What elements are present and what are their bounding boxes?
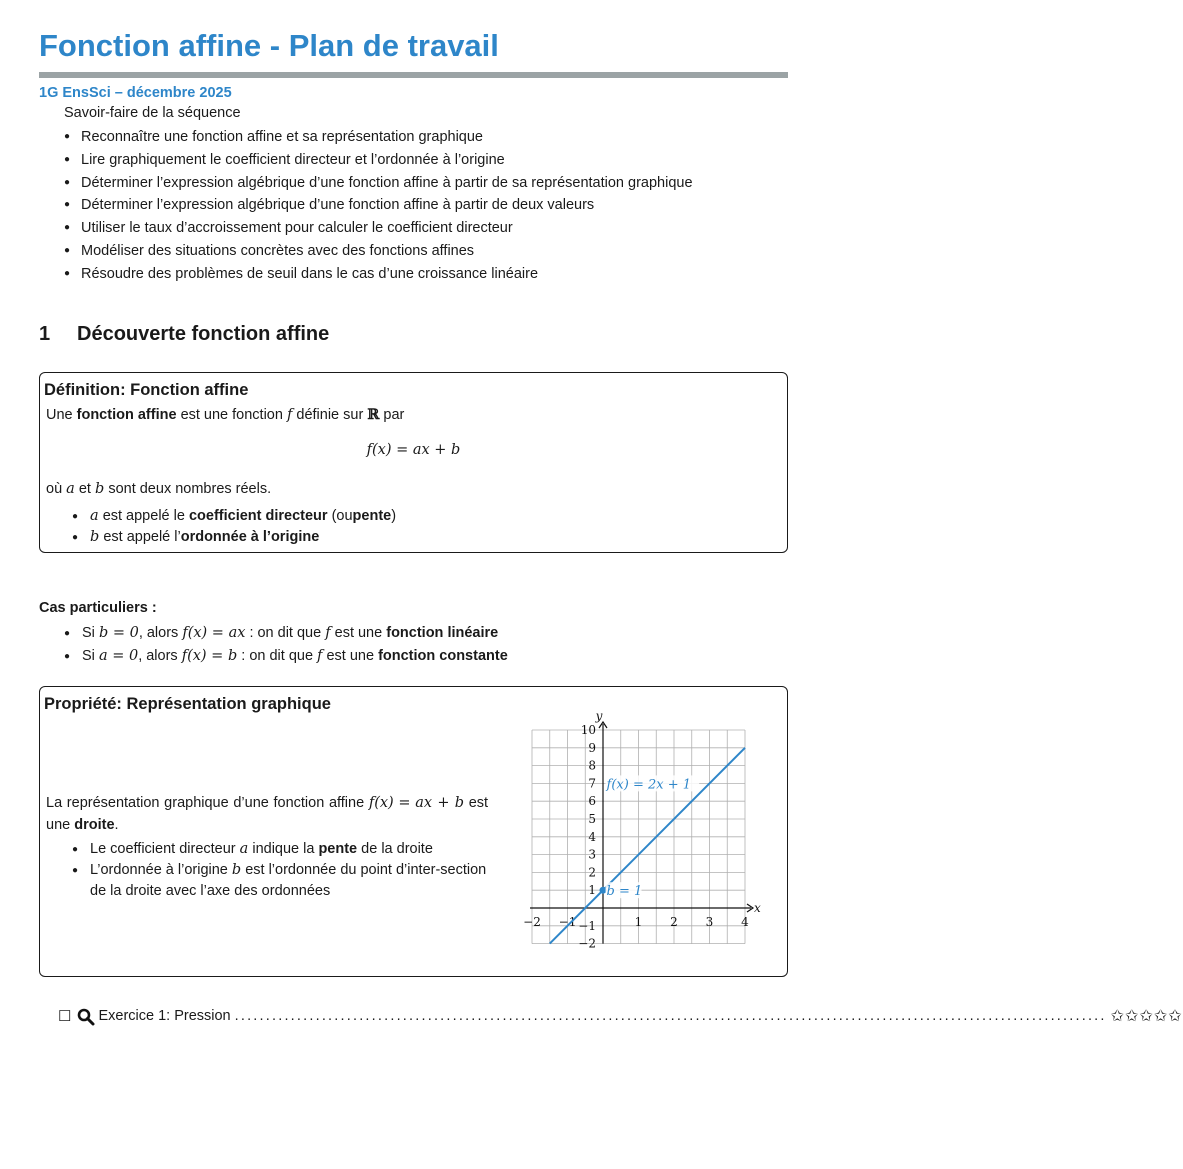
y-tick-label: 8	[588, 758, 596, 773]
list-item	[64, 645, 508, 668]
annotation-label: b = 1	[606, 884, 643, 900]
text: de la droite	[361, 841, 433, 857]
text: sont deux nombres réels.	[108, 481, 272, 497]
skill-item: ● Modéliser des situations concrètes avec des fonctions affines	[64, 241, 693, 264]
y-tick-label: 2	[588, 865, 596, 880]
list-item	[72, 527, 396, 548]
section-title: Découverte fonction affine	[77, 323, 330, 345]
text: où	[46, 481, 63, 497]
page-title: Fonction affine - Plan de travail	[39, 28, 499, 63]
list-item	[72, 506, 396, 527]
x-axis-label: x	[754, 901, 761, 915]
page-subtitle: 1G EnsSci – décembre 2025	[39, 85, 232, 101]
skill-item: ● Déterminer l’expression algébrique d’une fonction affine à partir de deux valeurs	[64, 195, 693, 218]
text: et	[78, 481, 91, 497]
property-box	[39, 686, 788, 977]
math-var: a	[90, 508, 99, 524]
y-tick-label: 6	[588, 794, 596, 809]
definition-where	[46, 481, 271, 497]
text: , alors	[138, 648, 178, 664]
special-cases-list	[64, 622, 508, 668]
exercise-row[interactable]	[58, 1006, 1183, 1028]
y-tick-label: 5	[588, 812, 596, 826]
text: : on dit que	[249, 625, 322, 641]
property-text	[46, 792, 488, 836]
text: Le coefficient directeur	[90, 841, 236, 857]
text: par	[383, 407, 405, 423]
y-tick-label: 10	[580, 723, 596, 737]
text: est une fonction	[180, 407, 283, 423]
x-tick-label: 4	[741, 915, 749, 929]
math-var: b	[231, 862, 242, 878]
math-var: b	[94, 481, 105, 497]
y-tick-label: 3	[588, 847, 596, 862]
math-op: =	[398, 795, 411, 811]
list-item	[72, 860, 488, 902]
y-tick-label: −2	[578, 936, 596, 951]
math-var: b	[90, 529, 100, 545]
text: Si	[82, 625, 95, 641]
property-bullets	[72, 839, 488, 902]
x-tick-label: 1	[634, 915, 643, 929]
term: coefficient directeur	[188, 508, 328, 524]
y-tick-label: −1	[578, 918, 596, 933]
math-set: ℝ	[367, 406, 380, 423]
text: )	[391, 508, 397, 524]
list-item	[64, 622, 508, 645]
y-tick-label: 4	[588, 829, 596, 844]
list-item	[72, 839, 488, 860]
text: est appelé l’	[103, 529, 181, 545]
math-var: f	[325, 625, 331, 641]
y-tick-label: 7	[588, 776, 596, 791]
math-var: a	[239, 841, 249, 857]
math-expr: b = 0	[98, 625, 139, 641]
skill-item: ● Déterminer l’expression algébrique d’une fonction affine à partir de sa représentation graphique	[64, 173, 693, 196]
text: définie sur	[296, 407, 364, 423]
text: est l’ordonnée du point d’inter-section de la droite avec l’axe des ordonnées	[90, 862, 487, 899]
math-expr: f(x) = ax	[182, 625, 246, 641]
skill-item: ● Résoudre des problèmes de seuil dans le cas d’une croissance linéaire	[64, 264, 693, 287]
text: est une	[326, 648, 375, 664]
skills-heading: Savoir-faire de la séquence	[64, 105, 241, 121]
term: fonction constante	[378, 648, 508, 664]
term: pente	[352, 508, 392, 524]
difficulty-stars: ✩✩✩✩✩	[1110, 1008, 1183, 1025]
y-tick-label: 9	[588, 740, 596, 755]
leader-dots: ............................................................................................................................................	[234, 1008, 1107, 1024]
section-number: 1	[39, 323, 51, 345]
magnifier-icon	[77, 1008, 95, 1025]
text: Une	[46, 407, 73, 423]
property-title: Propriété: Représentation graphique	[44, 695, 331, 713]
math-expr: f(x) = b	[181, 648, 238, 664]
math-expr: a = 0	[98, 648, 139, 664]
skills-list	[64, 127, 693, 287]
definition-box	[39, 372, 788, 553]
math-var: f	[317, 648, 323, 664]
term: ordonnée à l’origine	[180, 529, 320, 545]
special-cases-heading: Cas particuliers :	[39, 600, 157, 616]
definition-intro	[46, 406, 404, 423]
text: est une	[46, 795, 489, 833]
text: est une	[334, 625, 383, 641]
text: .	[114, 817, 119, 833]
exercise-label[interactable]: Exercice 1: Pression	[98, 1008, 231, 1024]
x-tick-label: −2	[523, 915, 541, 929]
exercise-checkbox[interactable]: ☐	[58, 1008, 72, 1025]
definition-title: Définition: Fonction affine	[44, 381, 249, 399]
y-axis-label: y	[595, 709, 603, 723]
skill-item: ● Reconnaître une fonction affine et sa représentation graphique	[64, 127, 693, 150]
math-var: a	[66, 481, 75, 497]
text: : on dit que	[241, 648, 314, 664]
term: fonction affine	[76, 407, 177, 423]
definition-bullets	[72, 506, 396, 548]
skill-item: ● Utiliser le taux d’accroissement pour calculer le coefficient directeur	[64, 218, 693, 241]
text: est appelé le	[102, 508, 185, 524]
text: , alors	[138, 625, 179, 641]
text: (ou	[331, 508, 353, 524]
annotation-label: f(x) = 2x + 1	[606, 777, 692, 793]
x-tick-label: −1	[558, 915, 577, 929]
math-var: f	[286, 407, 293, 423]
x-tick-label: 3	[705, 915, 714, 929]
math-expr: ax + b	[415, 795, 465, 811]
affine-graph	[515, 709, 785, 967]
text: Si	[82, 648, 95, 664]
definition-formula: f(x) = ax + b	[366, 442, 461, 458]
section-heading	[39, 323, 329, 346]
math-expr: f(x)	[368, 795, 394, 811]
skill-item: ● Lire graphiquement le coefficient directeur et l’ordonnée à l’origine	[64, 150, 693, 173]
x-tick-label: 2	[670, 915, 678, 929]
y-tick-label: 1	[588, 883, 596, 898]
term: droite	[74, 817, 115, 833]
term: fonction linéaire	[386, 625, 499, 641]
text: L’ordonnée à l’origine	[90, 862, 228, 878]
term: pente	[318, 841, 358, 857]
title-rule	[39, 72, 788, 78]
text: La représentation graphique d’une fonction affine	[46, 795, 365, 811]
text: indique la	[252, 841, 315, 857]
intercept-point	[600, 887, 607, 894]
